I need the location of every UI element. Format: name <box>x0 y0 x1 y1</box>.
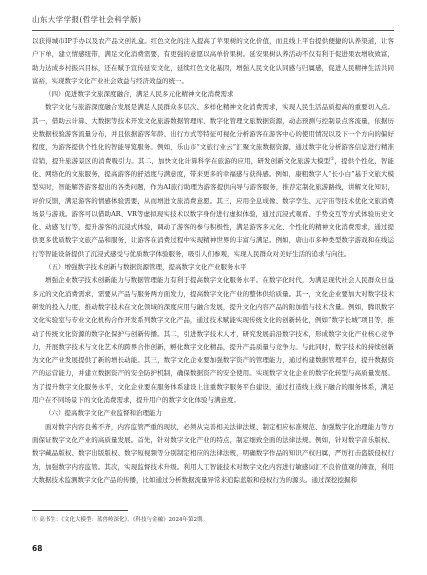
paragraph-section4 <box>32 101 394 261</box>
footnote <box>32 515 394 523</box>
header-rule <box>32 30 394 31</box>
paragraph-section5: 增强企业数字技术创新能力与数据管理能力有利于提高数字文化服务水平。在数字化时代，为满足现代社会人民群众日益多元的文化消费需求，需要从产品与服务两方面发力，提高数字文化产业的整体供给质量。其一，文化企业要加大对数字技术研发的投入力度，推动数字技术在文化领域的深度应用与融合发展，提升文化内容产品的附加值与技术含量。例如，腾讯数字文化实验室与专业文化机构合作开发系列数字文化产品，通过技术赋能实现传统文化的创新转化，例如“数字长城”项目等，推动了传统文化资源的数字化保护与创新传播。其二，引进数字技术人才，研究发展前沿数字技术，形成数字文化产业核心竞争力，开展数字技术与文化艺术的跨界合作创新，孵化数字文化精品，提升产品质量与竞争力。与此同时，数字技术的持续创新为文化产业发展提供了新的增长动能。其三，数字文化企业要加强数字资产的管理能力，通过构建数据管理平台，提升数据资产的运营能力，并建立数据资产的安全防护机制，确保数据资产的安全使用。实现数字文化企业的数字化转型与高质量发展。为了提升数字文化服务水平，文化企业要在服务体系建设上注重数字服务平台建设，通过打造线上线下融合的服务体系，满足用户在不同场景下的文化消费需求，提升用户的数字文化体验与满意度。 <box>32 276 394 405</box>
article-body <box>32 35 394 487</box>
paragraph-section4-part2: ，提供个性化、智能化、网络化的文旅服务，提高游客的舒适度与满意度，带来更多的幸福感与获得感。例如，康粗数字人“长小白”基于文旅大模型实时，智能解答游客提出的各类问题，作为AI旅行助理为游客提供向导与游客服务，推荐定制化旅游路线，讲解文化知识，评价反馈，满足游客的情感体验需要，从而增进文旅消费意愿。其三，应用全息成像、数字孪生、元宇宙等技术优化文旅消费场景与游戏。游客可以借助AR、VR等虚拟现实技术以数字身份进行虚拟体验，通过沉浸式观看、手势交互等方式体验历史文化、动感飞行等，提升游客的沉浸式体验，调动了游客的参与积极性，满足游客多元化、个性化的精神文化消费需求，通过提供更多优质数字文旅产品和服务，让游客在消费过程中实现精神世界的丰富与满足。例如，唐山市多种类型数字游戏和在线运行等智能设备提供了沉浸式感受与优质数字体验服务，吸引人们参观，实现人民群众对美好生活的追求与向往。 <box>32 156 394 258</box>
section-heading-5: （五）增强数字技术创新与数据资源管理，提高数字文化产业服务水平 <box>45 263 247 272</box>
footnote-marker[interactable]: ① <box>330 156 335 162</box>
journal-header: 山东大学学报(哲学社会科学版) <box>32 15 142 24</box>
footnote-text: 高书生：《文化大模型：蓝兽岭深化》，《科技与金融》2024年第2期。 <box>39 517 209 523</box>
paragraph-section4-part1: 数字文化与旅游深度融合发展是满足人民群众多层次、多样化精神文化消费需求，实现人民生活品质提高的重要切入点。其一，借助云计算、大数据等技术开发文化旅游数据管理库，数字化管理文旅数据资源，动态预测与控制景点客流量，依据历史数据校验游客流量分布，并且依据游客年龄、出行方式等特征可视化分析游客在游客中心的使用情况以及下一个方向的偏好程度，为游客提供个性化的智能导览服务。例如，乐山市“文旅行业云”汇聚文旅数据资源，通过数字化分析游客信息进行精准营销，提升旅游景区的消费吸引力。其二，加快文化计算科学在旅游的应用，研发创新文化旅游大模型 <box>32 103 394 165</box>
footnote-rule <box>32 510 128 511</box>
section-heading-6: （六）提高数字文化产业监督和治理能力 <box>45 409 162 418</box>
paragraph-section6: 面对数字内容良莠不齐，内容监管严重的现状，必须从完善相关法律法规、制定相应标准规范、加强数字化治理能力等方面保证数字文化产业的高质量发展。首先，针对数字文化产业的特点，制定细致全面的法律法规。例如，针对数字音乐版权、数字藏品版权、数字出版版权、数字短视频等分别制定相应的法律法规，明确数字作品的知识产权归属，严厉打击盗版侵权行为，加强数字内容监管。其次，实现监督技术升级。利用人工智能技术对数字文化内容进行敏感词汇不良价值观的筛查，利用大数据技术监测数字文化产品的传播，比如通过分析数据流量异常来追踪蓝版和侵权行为的源头。通过深挖挖掘和 <box>32 422 394 484</box>
section-heading-4: （四）促进数字文旅深度融合，满足人民多元化精神文化消费需求 <box>45 90 234 99</box>
footnote-number: ① <box>32 517 38 523</box>
page-number: 68 <box>32 544 43 553</box>
paragraph-intro: 以获得城市IP手办以及农产品文创礼盒。红色文化的注入提高了苹果树的文化价值，而且线上平台提供便捷的认养渠道，让客户下单，建立情感纽带，满足文化消费需要，有更强的意愿以高单价果树。延安果树认养活动不仅有利于促进果农增收致富，助力达成乡村振兴目标，还在赋予宣传延安文化，延续红色文化基因，增强人民文化认同感与归属感，促进人民精神生活共同富裕，实现数字文化产业社会效益与经济效益的统一。 <box>32 37 394 85</box>
